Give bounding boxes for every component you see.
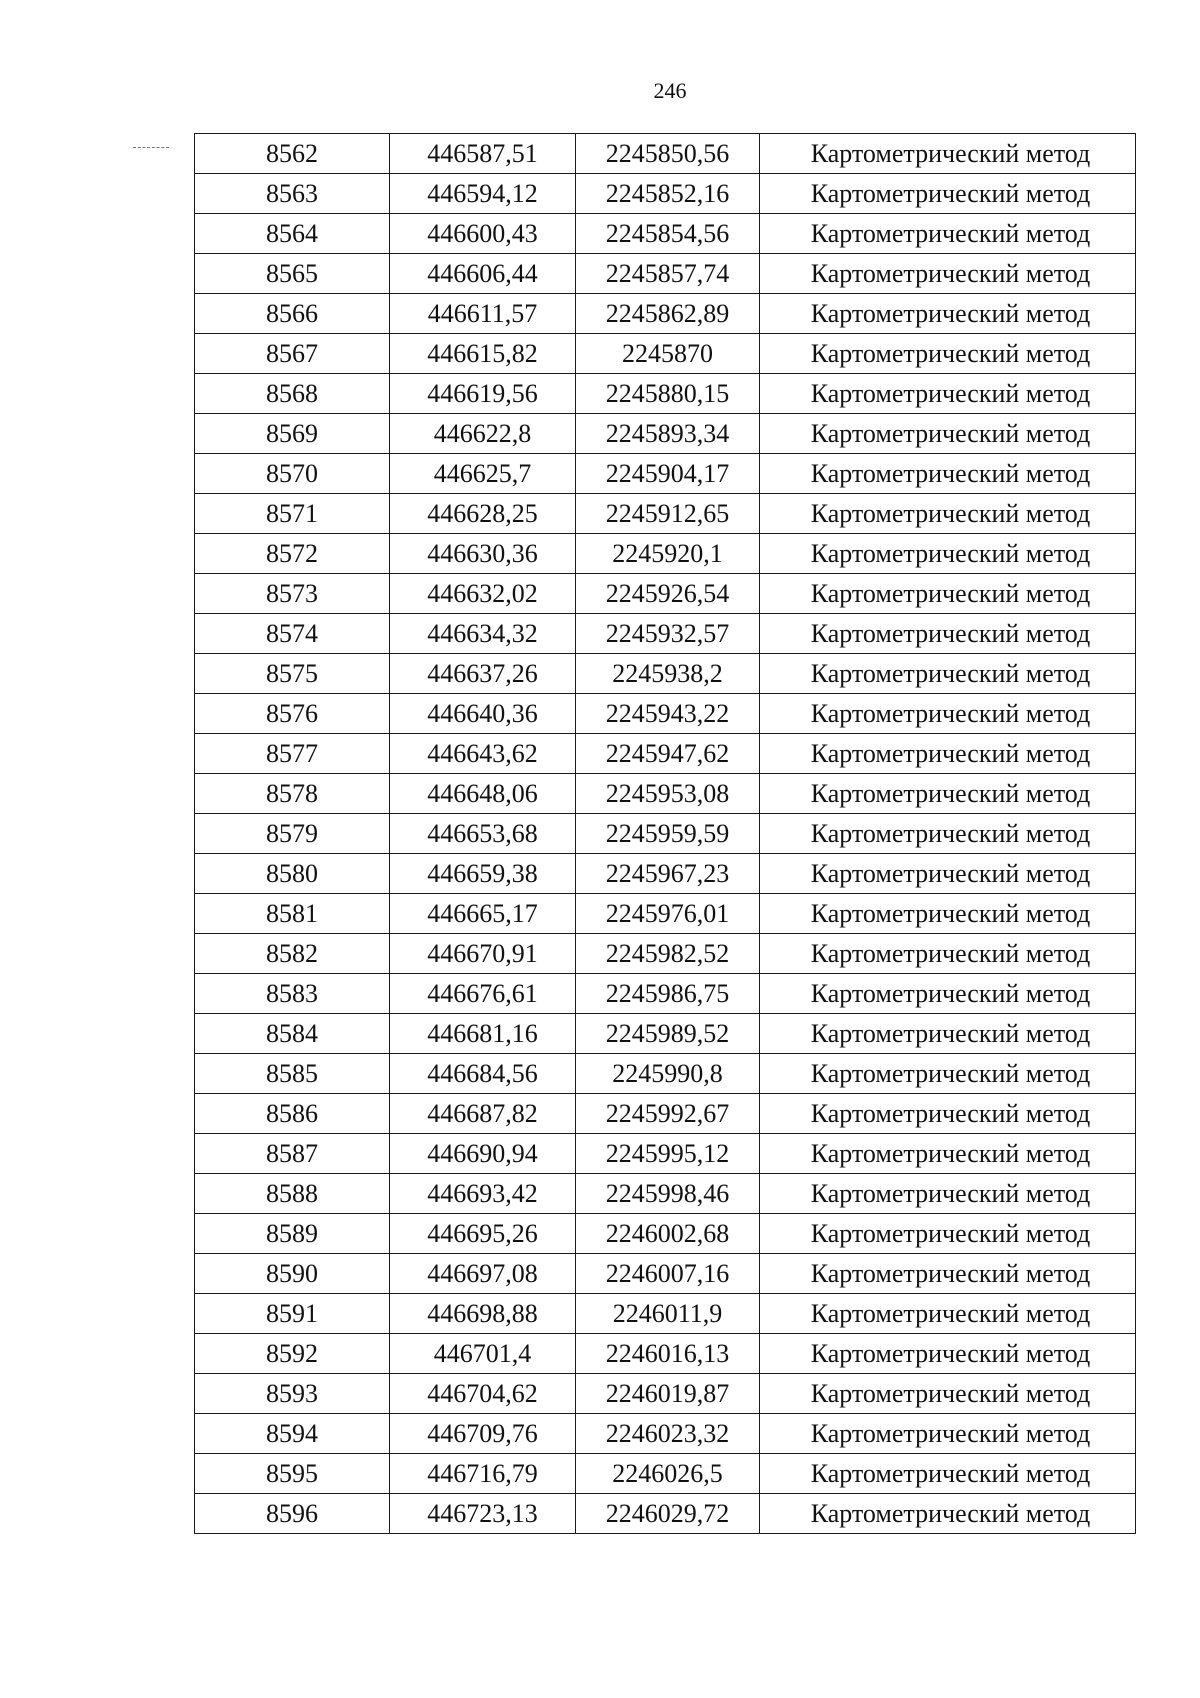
table-row [195, 254, 1136, 294]
y-coordinate-cell: 2245932,57 [576, 614, 760, 654]
method-cell: Картометрический метод [760, 934, 1136, 974]
point-number-cell: 8570 [195, 454, 390, 494]
x-coordinate-cell: 446594,12 [390, 174, 576, 214]
y-coordinate-cell: 2245992,67 [576, 1094, 760, 1134]
method-cell: Картометрический метод [760, 414, 1136, 454]
x-coordinate-cell: 446622,8 [390, 414, 576, 454]
y-coordinate-cell: 2245852,16 [576, 174, 760, 214]
point-number-cell: 8593 [195, 1374, 390, 1414]
y-coordinate-cell: 2245880,15 [576, 374, 760, 414]
point-number-cell: 8569 [195, 414, 390, 454]
method-cell: Картометрический метод [760, 694, 1136, 734]
table-row [195, 1414, 1136, 1454]
y-coordinate-cell: 2245998,46 [576, 1174, 760, 1214]
table-row [195, 214, 1136, 254]
x-coordinate-cell: 446611,57 [390, 294, 576, 334]
method-cell: Картометрический метод [760, 1094, 1136, 1134]
y-coordinate-cell: 2245893,34 [576, 414, 760, 454]
method-cell: Картометрический метод [760, 774, 1136, 814]
method-cell: Картометрический метод [760, 1134, 1136, 1174]
method-cell: Картометрический метод [760, 974, 1136, 1014]
x-coordinate-cell: 446701,4 [390, 1334, 576, 1374]
method-cell: Картометрический метод [760, 1494, 1136, 1534]
x-coordinate-cell: 446630,36 [390, 534, 576, 574]
method-cell: Картометрический метод [760, 214, 1136, 254]
y-coordinate-cell: 2246007,16 [576, 1254, 760, 1294]
y-coordinate-cell: 2245976,01 [576, 894, 760, 934]
point-number-cell: 8571 [195, 494, 390, 534]
table-row [195, 1094, 1136, 1134]
x-coordinate-cell: 446606,44 [390, 254, 576, 294]
point-number-cell: 8578 [195, 774, 390, 814]
y-coordinate-cell: 2245850,56 [576, 134, 760, 174]
method-cell: Картометрический метод [760, 254, 1136, 294]
table-row [195, 294, 1136, 334]
table-row [195, 934, 1136, 974]
point-number-cell: 8576 [195, 694, 390, 734]
x-coordinate-cell: 446676,61 [390, 974, 576, 1014]
x-coordinate-cell: 446681,16 [390, 1014, 576, 1054]
point-number-cell: 8584 [195, 1014, 390, 1054]
table-row [195, 1014, 1136, 1054]
x-coordinate-cell: 446690,94 [390, 1134, 576, 1174]
y-coordinate-cell: 2246011,9 [576, 1294, 760, 1334]
point-number-cell: 8590 [195, 1254, 390, 1294]
x-coordinate-cell: 446704,62 [390, 1374, 576, 1414]
table-row [195, 974, 1136, 1014]
y-coordinate-cell: 2245959,59 [576, 814, 760, 854]
point-number-cell: 8579 [195, 814, 390, 854]
y-coordinate-cell: 2245995,12 [576, 1134, 760, 1174]
method-cell: Картометрический метод [760, 494, 1136, 534]
table-row [195, 814, 1136, 854]
method-cell: Картометрический метод [760, 1294, 1136, 1334]
point-number-cell: 8586 [195, 1094, 390, 1134]
table-row [195, 1334, 1136, 1374]
y-coordinate-cell: 2245904,17 [576, 454, 760, 494]
point-number-cell: 8567 [195, 334, 390, 374]
method-cell: Картометрический метод [760, 1174, 1136, 1214]
point-number-cell: 8595 [195, 1454, 390, 1494]
table-row [195, 494, 1136, 534]
point-number-cell: 8596 [195, 1494, 390, 1534]
point-number-cell: 8568 [195, 374, 390, 414]
x-coordinate-cell: 446695,26 [390, 1214, 576, 1254]
y-coordinate-cell: 2245989,52 [576, 1014, 760, 1054]
coordinates-table [194, 133, 1136, 1534]
y-coordinate-cell: 2245943,22 [576, 694, 760, 734]
point-number-cell: 8565 [195, 254, 390, 294]
method-cell: Картометрический метод [760, 654, 1136, 694]
table-row [195, 174, 1136, 214]
x-coordinate-cell: 446619,56 [390, 374, 576, 414]
method-cell: Картометрический метод [760, 1054, 1136, 1094]
table-row [195, 1214, 1136, 1254]
method-cell: Картометрический метод [760, 294, 1136, 334]
method-cell: Картометрический метод [760, 1414, 1136, 1454]
method-cell: Картометрический метод [760, 814, 1136, 854]
method-cell: Картометрический метод [760, 374, 1136, 414]
y-coordinate-cell: 2245920,1 [576, 534, 760, 574]
point-number-cell: 8585 [195, 1054, 390, 1094]
table-row [195, 534, 1136, 574]
method-cell: Картометрический метод [760, 1254, 1136, 1294]
x-coordinate-cell: 446637,26 [390, 654, 576, 694]
x-coordinate-cell: 446670,91 [390, 934, 576, 974]
point-number-cell: 8562 [195, 134, 390, 174]
page-number: 246 [653, 78, 687, 103]
x-coordinate-cell: 446587,51 [390, 134, 576, 174]
method-cell: Картометрический метод [760, 854, 1136, 894]
method-cell: Картометрический метод [760, 454, 1136, 494]
table-row [195, 774, 1136, 814]
point-number-cell: 8589 [195, 1214, 390, 1254]
margin-mark [133, 147, 169, 148]
table-row [195, 614, 1136, 654]
table-row [195, 1454, 1136, 1494]
table-row [195, 334, 1136, 374]
method-cell: Картометрический метод [760, 574, 1136, 614]
point-number-cell: 8575 [195, 654, 390, 694]
x-coordinate-cell: 446684,56 [390, 1054, 576, 1094]
point-number-cell: 8574 [195, 614, 390, 654]
y-coordinate-cell: 2245947,62 [576, 734, 760, 774]
method-cell: Картометрический метод [760, 1374, 1136, 1414]
point-number-cell: 8581 [195, 894, 390, 934]
y-coordinate-cell: 2245926,54 [576, 574, 760, 614]
x-coordinate-cell: 446640,36 [390, 694, 576, 734]
x-coordinate-cell: 446709,76 [390, 1414, 576, 1454]
x-coordinate-cell: 446634,32 [390, 614, 576, 654]
table-row [195, 1374, 1136, 1414]
table-row [195, 374, 1136, 414]
x-coordinate-cell: 446697,08 [390, 1254, 576, 1294]
x-coordinate-cell: 446687,82 [390, 1094, 576, 1134]
point-number-cell: 8573 [195, 574, 390, 614]
x-coordinate-cell: 446628,25 [390, 494, 576, 534]
method-cell: Картометрический метод [760, 614, 1136, 654]
table-row [195, 454, 1136, 494]
table-row [195, 654, 1136, 694]
y-coordinate-cell: 2245938,2 [576, 654, 760, 694]
point-number-cell: 8588 [195, 1174, 390, 1214]
y-coordinate-cell: 2245854,56 [576, 214, 760, 254]
y-coordinate-cell: 2246002,68 [576, 1214, 760, 1254]
table-row [195, 1294, 1136, 1334]
table-row [195, 1254, 1136, 1294]
y-coordinate-cell: 2245870 [576, 334, 760, 374]
point-number-cell: 8563 [195, 174, 390, 214]
point-number-cell: 8587 [195, 1134, 390, 1174]
x-coordinate-cell: 446659,38 [390, 854, 576, 894]
x-coordinate-cell: 446643,62 [390, 734, 576, 774]
method-cell: Картометрический метод [760, 1214, 1136, 1254]
point-number-cell: 8591 [195, 1294, 390, 1334]
table-row [195, 134, 1136, 174]
y-coordinate-cell: 2245990,8 [576, 1054, 760, 1094]
table-row [195, 1494, 1136, 1534]
y-coordinate-cell: 2245986,75 [576, 974, 760, 1014]
x-coordinate-cell: 446653,68 [390, 814, 576, 854]
y-coordinate-cell: 2245982,52 [576, 934, 760, 974]
y-coordinate-cell: 2246026,5 [576, 1454, 760, 1494]
y-coordinate-cell: 2245953,08 [576, 774, 760, 814]
point-number-cell: 8594 [195, 1414, 390, 1454]
method-cell: Картометрический метод [760, 334, 1136, 374]
point-number-cell: 8566 [195, 294, 390, 334]
point-number-cell: 8583 [195, 974, 390, 1014]
method-cell: Картометрический метод [760, 1014, 1136, 1054]
method-cell: Картометрический метод [760, 1334, 1136, 1374]
y-coordinate-cell: 2246029,72 [576, 1494, 760, 1534]
method-cell: Картометрический метод [760, 894, 1136, 934]
y-coordinate-cell: 2245912,65 [576, 494, 760, 534]
method-cell: Картометрический метод [760, 174, 1136, 214]
method-cell: Картометрический метод [760, 534, 1136, 574]
y-coordinate-cell: 2246019,87 [576, 1374, 760, 1414]
table-row [195, 694, 1136, 734]
table-row [195, 894, 1136, 934]
table-row [195, 734, 1136, 774]
point-number-cell: 8582 [195, 934, 390, 974]
y-coordinate-cell: 2246016,13 [576, 1334, 760, 1374]
y-coordinate-cell: 2245857,74 [576, 254, 760, 294]
x-coordinate-cell: 446723,13 [390, 1494, 576, 1534]
table-row [195, 1134, 1136, 1174]
x-coordinate-cell: 446615,82 [390, 334, 576, 374]
table-row [195, 1174, 1136, 1214]
point-number-cell: 8572 [195, 534, 390, 574]
y-coordinate-cell: 2245862,89 [576, 294, 760, 334]
y-coordinate-cell: 2246023,32 [576, 1414, 760, 1454]
x-coordinate-cell: 446665,17 [390, 894, 576, 934]
x-coordinate-cell: 446632,02 [390, 574, 576, 614]
point-number-cell: 8580 [195, 854, 390, 894]
table-row [195, 574, 1136, 614]
x-coordinate-cell: 446648,06 [390, 774, 576, 814]
point-number-cell: 8592 [195, 1334, 390, 1374]
x-coordinate-cell: 446600,43 [390, 214, 576, 254]
x-coordinate-cell: 446693,42 [390, 1174, 576, 1214]
point-number-cell: 8577 [195, 734, 390, 774]
table-row [195, 854, 1136, 894]
x-coordinate-cell: 446625,7 [390, 454, 576, 494]
table-row [195, 414, 1136, 454]
method-cell: Картометрический метод [760, 734, 1136, 774]
y-coordinate-cell: 2245967,23 [576, 854, 760, 894]
table-row [195, 1054, 1136, 1094]
method-cell: Картометрический метод [760, 134, 1136, 174]
method-cell: Картометрический метод [760, 1454, 1136, 1494]
point-number-cell: 8564 [195, 214, 390, 254]
coordinates-table-body [195, 134, 1136, 1534]
x-coordinate-cell: 446698,88 [390, 1294, 576, 1334]
x-coordinate-cell: 446716,79 [390, 1454, 576, 1494]
